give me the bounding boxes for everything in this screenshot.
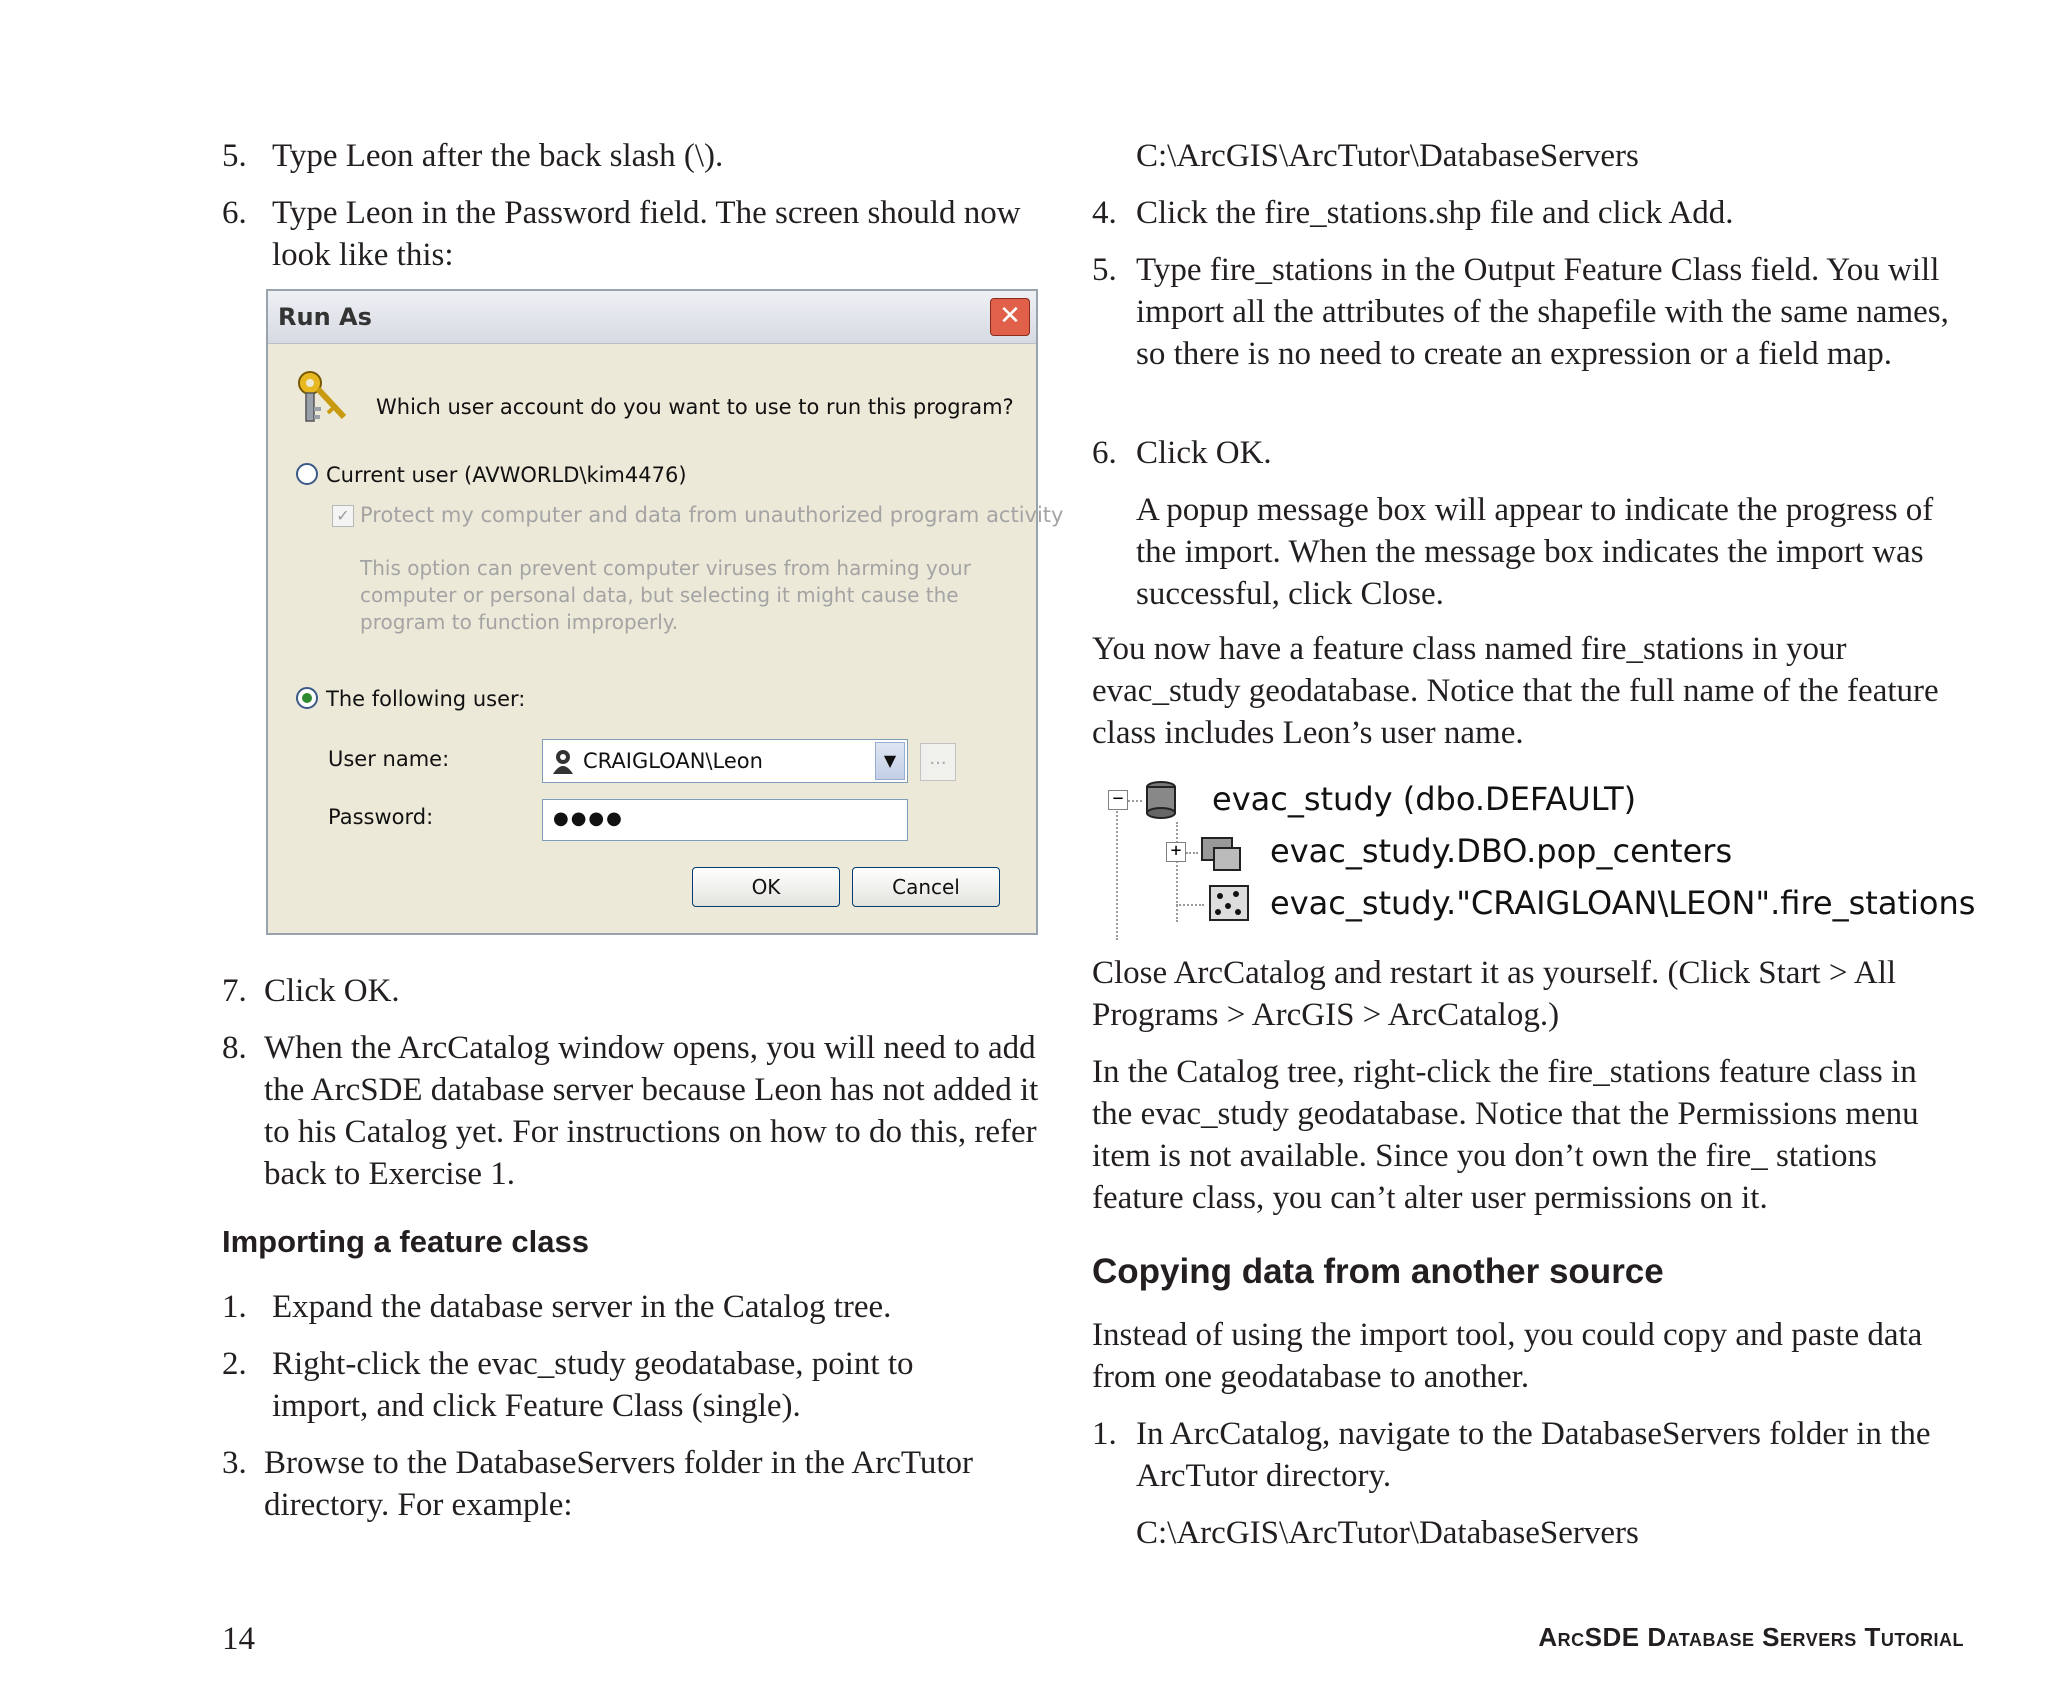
close-icon[interactable]: ✕ (990, 298, 1030, 336)
dialog-titlebar (268, 291, 1036, 344)
password-value: ●●●● (553, 808, 624, 829)
run-as-dialog (266, 289, 1064, 935)
protect-label: Protect my computer and data from unauthorized program activity (360, 503, 1064, 527)
step-5-left (222, 135, 1022, 177)
step-3-left (222, 1442, 1042, 1526)
step-1-right (1092, 1413, 1972, 1497)
protect-checkbox[interactable]: ✓ (332, 505, 354, 527)
tree-child-pop-centers[interactable]: evac_study.DBO.pop_centers (1270, 832, 1733, 870)
step-text: Click OK. (264, 973, 400, 1009)
step-text: When the ArcCatalog window opens, you will need to add the ArcSDE database server because Leon has not added it to his Catalog yet. For instructions on how to do this, refer back to Exercise 1. (264, 1030, 1039, 1192)
step-6-right (1092, 432, 1972, 474)
step-text: In ArcCatalog, navigate to the DatabaseServers folder in the ArcTutor directory. (1136, 1416, 1931, 1494)
step-number: 1. (222, 1289, 247, 1325)
username-combobox[interactable] (542, 739, 908, 783)
para-feature-class: You now have a feature class named fire_stations in your evac_study geodatabase. Notice that the full name of the feature class includes Leon’s user name. (1092, 631, 1939, 751)
para-catalog-tree: In the Catalog tree, right-click the fire_stations feature class in the evac_study geodatabase. Notice that the Permissions menu item is not available. Since you don’t own the fire_ stations feature class, you can’t alter user permissions on it. (1092, 1054, 1919, 1216)
chevron-down-icon[interactable]: ▼ (875, 742, 905, 780)
footer-title: ArcSDE Database Servers Tutorial (1538, 1622, 1964, 1652)
step-8-left (222, 1027, 1042, 1195)
step-number: 5. (1092, 252, 1117, 288)
collapse-icon[interactable]: − (1108, 790, 1128, 810)
step-number: 8. (222, 1030, 247, 1066)
step-6-left (222, 192, 1022, 276)
password-field[interactable] (542, 799, 908, 841)
user-icon (551, 748, 575, 774)
step-number: 6. (222, 195, 247, 231)
para-copy-paste: Instead of using the import tool, you could copy and paste data from one geodatabase to another. (1092, 1317, 1923, 1395)
protect-note: This option can prevent computer viruses from harming your computer or personal data, but selecting it might cause the program to function improperly. (360, 556, 971, 634)
step-text: Type Leon after the back slash (\). (272, 138, 724, 174)
following-user-label[interactable]: The following user: (326, 687, 526, 711)
tree-child-fire-stations[interactable]: evac_study."CRAIGLOAN\LEON".fire_stations (1270, 884, 1976, 922)
browse-button[interactable]: ... (920, 743, 956, 781)
database-icon (1144, 780, 1178, 820)
username-label: User name: (328, 747, 450, 771)
step-number: 3. (222, 1445, 247, 1481)
step-2-left (222, 1343, 1002, 1427)
step-number: 1. (1092, 1416, 1117, 1452)
step-number: 4. (1092, 195, 1117, 231)
keys-icon (292, 367, 348, 431)
step-4-right (1092, 192, 1972, 234)
popup-note: A popup message box will appear to indicate the progress of the import. When the message box indicates the import was successful, click Close. (1136, 492, 1934, 612)
current-user-label[interactable]: Current user (AVWORLD\kim4476) (326, 463, 687, 487)
dialog-question: Which user account do you want to use to run this program? (376, 395, 1014, 419)
step-text: Click OK. (1136, 435, 1272, 471)
step-text: Expand the database server in the Catalog tree. (272, 1289, 892, 1325)
catalog-tree (1108, 778, 1976, 938)
step-number: 7. (222, 973, 247, 1009)
point-feature-class-icon (1208, 884, 1250, 924)
step-text: Browse to the DatabaseServers folder in the ArcTutor directory. For example: (264, 1445, 974, 1523)
step-text: Click the fire_stations.shp file and click Add. (1136, 195, 1734, 231)
step-text: Type Leon in the Password field. The screen should now look like this: (272, 195, 1021, 273)
step-number: 2. (222, 1346, 247, 1382)
cancel-button[interactable]: Cancel (852, 867, 1000, 907)
section-heading-importing: Importing a feature class (222, 1224, 589, 1259)
following-user-radio[interactable] (296, 687, 318, 709)
step-1-left (222, 1286, 1042, 1328)
step-number: 6. (1092, 435, 1117, 471)
step-text: Type fire_stations in the Output Feature Class field. You will import all the attributes of the shapefile with the same names, so there is no need to create an expression or a field map. (1136, 252, 1949, 372)
path-bottom: C:\ArcGIS\ArcTutor\DatabaseServers (1136, 1515, 1639, 1551)
section-heading-copying: Copying data from another source (1092, 1252, 1664, 1291)
expand-icon[interactable]: + (1166, 842, 1186, 862)
username-value: CRAIGLOAN\Leon (583, 749, 763, 773)
current-user-radio[interactable] (296, 463, 318, 485)
path-top: C:\ArcGIS\ArcTutor\DatabaseServers (1136, 138, 1639, 174)
para-close-arccatalog: Close ArcCatalog and restart it as yourself. (Click Start > All Programs > ArcGIS > ArcCatalog.) (1092, 955, 1897, 1033)
polygon-feature-class-icon (1200, 832, 1244, 874)
password-label: Password: (328, 805, 434, 829)
dialog-title: Run As (278, 303, 372, 331)
ok-button[interactable]: OK (692, 867, 840, 907)
step-5-right (1092, 249, 1972, 375)
page-number: 14 (222, 1621, 255, 1657)
step-text: Right-click the evac_study geodatabase, point to import, and click Feature Class (single). (272, 1346, 914, 1424)
tree-root-label[interactable]: evac_study (dbo.DEFAULT) (1212, 780, 1637, 818)
step-number: 5. (222, 138, 247, 174)
step-7-left (222, 970, 1022, 1012)
